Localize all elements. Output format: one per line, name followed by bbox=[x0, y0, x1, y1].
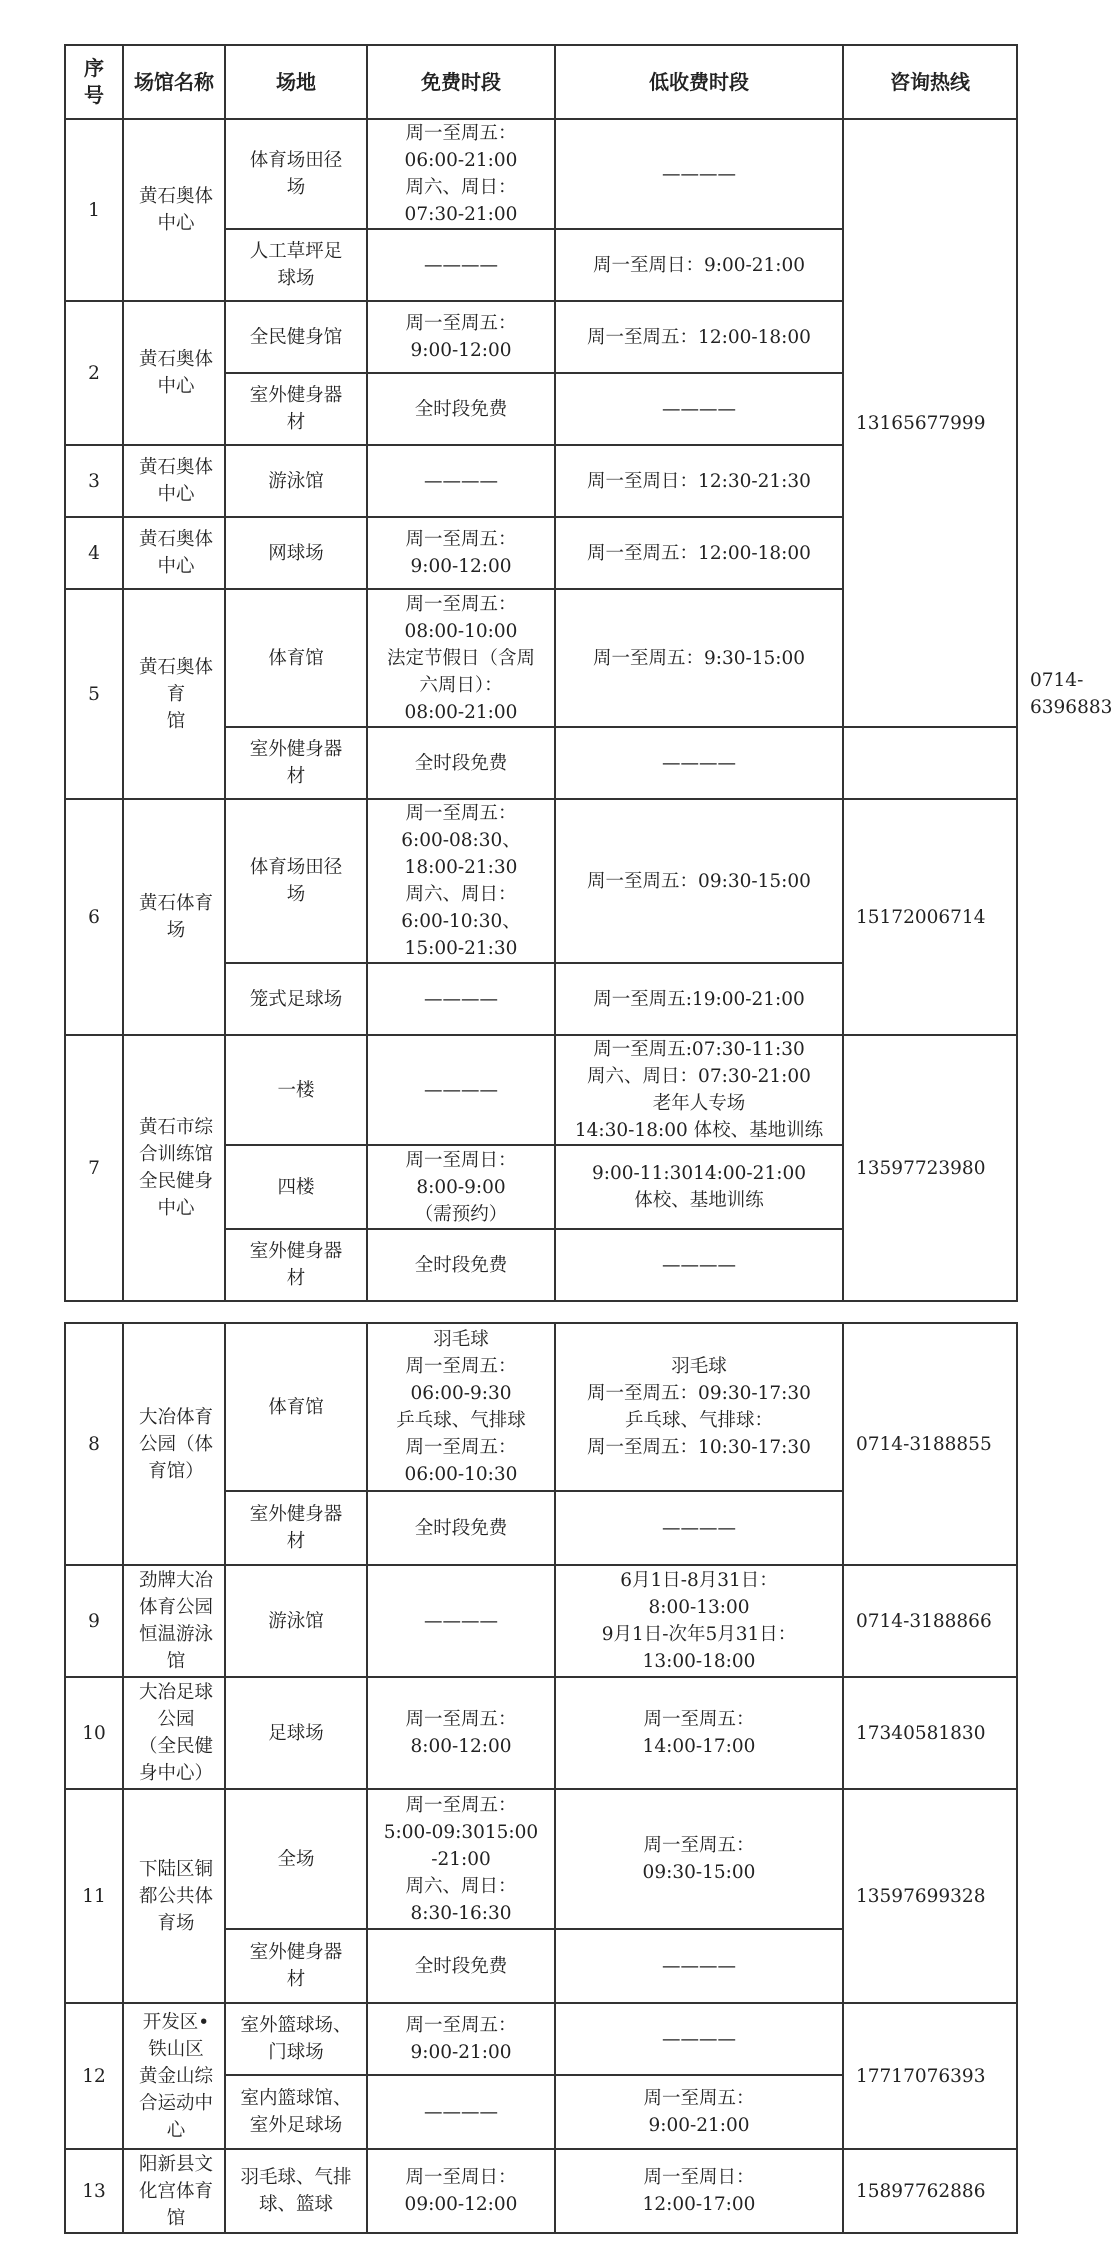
venue-name: 大冶足球 公园 （全民健 身中心） bbox=[123, 1677, 225, 1789]
free-time: 周一至周五： 9:00-21:00 bbox=[367, 2003, 555, 2075]
low-fee-time: 周一至周五:07:30-11:30 周六、周日：07:30-21:00 老年人专场 14:30-18:00 体校、基地训练 bbox=[555, 1035, 843, 1145]
table-row bbox=[65, 119, 1017, 229]
row-index: 5 bbox=[65, 589, 123, 799]
site-name: 室外篮球场、 门球场 bbox=[225, 2003, 367, 2075]
free-time: ———— bbox=[367, 2075, 555, 2149]
low-fee-time: ———— bbox=[555, 1929, 843, 2003]
venue-name: 黄石奥体育 馆 bbox=[123, 589, 225, 799]
site-name: 体育馆 bbox=[225, 1323, 367, 1491]
free-time: 全时段免费 bbox=[367, 373, 555, 445]
hotline: 13165677999 bbox=[843, 119, 1017, 727]
site-name: 体育馆 bbox=[225, 589, 367, 727]
hotline: 13597723980 bbox=[843, 1035, 1017, 1301]
site-name: 人工草坪足 球场 bbox=[225, 229, 367, 301]
site-name: 游泳馆 bbox=[225, 1565, 367, 1677]
low-fee-time: 9:00-11:3014:00-21:00 体校、基地训练 bbox=[555, 1145, 843, 1229]
low-fee-time: 周一至周日： 12:00-17:00 bbox=[555, 2149, 843, 2233]
low-fee-time: 周一至周五:19:00-21:00 bbox=[555, 963, 843, 1035]
low-fee-time: 周一至周五： 09:30-15:00 bbox=[555, 1789, 843, 1929]
table-row bbox=[65, 1565, 1017, 1677]
site-name: 羽毛球、气排 球、篮球 bbox=[225, 2149, 367, 2233]
low-fee-time: ———— bbox=[555, 2003, 843, 2075]
site-name: 四楼 bbox=[225, 1145, 367, 1229]
hotline: 0714-3188866 bbox=[843, 1565, 1017, 1677]
venue-name: 黄石奥体 中心 bbox=[123, 301, 225, 445]
table-row bbox=[65, 2149, 1017, 2233]
site-name: 室外健身器 材 bbox=[225, 1929, 367, 2003]
table-row bbox=[65, 799, 1017, 963]
header-index: 序 号 bbox=[65, 45, 123, 119]
low-fee-time: ———— bbox=[555, 119, 843, 229]
site-name: 全场 bbox=[225, 1789, 367, 1929]
low-fee-time: 周一至周日：9:00-21:00 bbox=[555, 229, 843, 301]
table-row bbox=[65, 2003, 1017, 2075]
free-time: 全时段免费 bbox=[367, 1929, 555, 2003]
free-time: 全时段免费 bbox=[367, 1229, 555, 1301]
row-index: 13 bbox=[65, 2149, 123, 2233]
row-index: 4 bbox=[65, 517, 123, 589]
hotline: 17717076393 bbox=[843, 2003, 1017, 2149]
free-time: ———— bbox=[367, 445, 555, 517]
row-index: 7 bbox=[65, 1035, 123, 1301]
low-fee-time: ———— bbox=[555, 727, 843, 799]
site-name: 室内篮球馆、 室外足球场 bbox=[225, 2075, 367, 2149]
table-row bbox=[65, 1677, 1017, 1789]
venue-name: 黄石市综 合训练馆 全民健身 中心 bbox=[123, 1035, 225, 1301]
hotline: 13597699328 bbox=[843, 1789, 1017, 2003]
row-index: 10 bbox=[65, 1677, 123, 1789]
row-index: 1 bbox=[65, 119, 123, 301]
free-time: 周一至周五： 9:00-12:00 bbox=[367, 517, 555, 589]
low-fee-time: 周一至周五： 14:00-17:00 bbox=[555, 1677, 843, 1789]
free-time: 周一至周五： 5:00-09:3015:00 -21:00 周六、周日： 8:30-16:30 bbox=[367, 1789, 555, 1929]
low-fee-time: 周一至周五：12:00-18:00 bbox=[555, 517, 843, 589]
venue-name: 黄石奥体 中心 bbox=[123, 119, 225, 301]
site-name: 体育场田径 场 bbox=[225, 799, 367, 963]
low-fee-time: 周一至周五：9:30-15:00 bbox=[555, 589, 843, 727]
low-fee-time: 周一至周日：12:30-21:30 bbox=[555, 445, 843, 517]
venue-name: 黄石体育 场 bbox=[123, 799, 225, 1035]
venue-table-part-2 bbox=[64, 1322, 1018, 2234]
free-time: 周一至周五： 6:00-08:30、 18:00-21:30 周六、周日： 6:00-10:30、 15:00-21:30 bbox=[367, 799, 555, 963]
free-time: 羽毛球 周一至周五： 06:00-9:30 乒乓球、气排球 周一至周五： 06:00-10:30 bbox=[367, 1323, 555, 1491]
free-time: 周一至周日： 8:00-9:00 （需预约） bbox=[367, 1145, 555, 1229]
venue-name: 阳新县文 化宫体育 馆 bbox=[123, 2149, 225, 2233]
low-fee-time: 周一至周五： 9:00-21:00 bbox=[555, 2075, 843, 2149]
venue-name: 黄石奥体 中心 bbox=[123, 445, 225, 517]
free-time: 周一至周日： 09:00-12:00 bbox=[367, 2149, 555, 2233]
table-row bbox=[65, 1035, 1017, 1145]
free-time: 周一至周五： 9:00-12:00 bbox=[367, 301, 555, 373]
venue-name: 劲牌大冶 体育公园 恒温游泳 馆 bbox=[123, 1565, 225, 1677]
low-fee-time: ———— bbox=[555, 1491, 843, 1565]
low-fee-time: ———— bbox=[555, 1229, 843, 1301]
header-hotline: 咨询热线 bbox=[843, 45, 1017, 119]
header-venue-name: 场馆名称 bbox=[123, 45, 225, 119]
free-time: ———— bbox=[367, 963, 555, 1035]
hotline: 17340581830 bbox=[843, 1677, 1017, 1789]
table-header-row bbox=[65, 45, 1017, 119]
site-name: 笼式足球场 bbox=[225, 963, 367, 1035]
hotline: 0714-3188855 bbox=[843, 1323, 1017, 1565]
site-name: 全民健身馆 bbox=[225, 301, 367, 373]
free-time: ———— bbox=[367, 1565, 555, 1677]
site-name: 足球场 bbox=[225, 1677, 367, 1789]
hotline: 15172006714 bbox=[843, 799, 1017, 1035]
low-fee-time: ———— bbox=[555, 373, 843, 445]
venue-table-part-1 bbox=[64, 44, 1112, 1302]
venue-name: 大冶体育 公园（体 育馆） bbox=[123, 1323, 225, 1565]
row-index: 12 bbox=[65, 2003, 123, 2149]
venue-name: 开发区• 铁山区 黄金山综 合运动中 心 bbox=[123, 2003, 225, 2149]
table-row bbox=[65, 1789, 1017, 1929]
site-name: 室外健身器 材 bbox=[225, 1491, 367, 1565]
row-index: 9 bbox=[65, 1565, 123, 1677]
low-fee-time: 周一至周五：12:00-18:00 bbox=[555, 301, 843, 373]
free-time: 周一至周五： 8:00-12:00 bbox=[367, 1677, 555, 1789]
table-row: 5 黄石奥体育 馆 体育馆 周一至周五： 08:00-10:00 法定节假日（含周 六周日）： 08:00-21:00 周一至周五：9:30-15:00 0714-6396883 bbox=[65, 589, 1017, 727]
free-time: 全时段免费 bbox=[367, 727, 555, 799]
free-time: 周一至周五： 06:00-21:00 周六、周日： 07:30-21:00 bbox=[367, 119, 555, 229]
free-time: ———— bbox=[367, 229, 555, 301]
row-index: 8 bbox=[65, 1323, 123, 1565]
site-name: 网球场 bbox=[225, 517, 367, 589]
table-row bbox=[65, 1323, 1017, 1491]
row-index: 11 bbox=[65, 1789, 123, 2003]
header-low-fee-time: 低收费时段 bbox=[555, 45, 843, 119]
venue-name: 黄石奥体 中心 bbox=[123, 517, 225, 589]
site-name: 室外健身器 材 bbox=[225, 1229, 367, 1301]
header-site: 场地 bbox=[225, 45, 367, 119]
free-time: ———— bbox=[367, 1035, 555, 1145]
site-name: 体育场田径 场 bbox=[225, 119, 367, 229]
site-name: 室外健身器 材 bbox=[225, 727, 367, 799]
row-index: 2 bbox=[65, 301, 123, 445]
header-free-time: 免费时段 bbox=[367, 45, 555, 119]
low-fee-time: 羽毛球 周一至周五：09:30-17:30 乒乓球、气排球： 周一至周五：10:30-17:30 bbox=[555, 1323, 843, 1491]
low-fee-time: 周一至周五：09:30-15:00 bbox=[555, 799, 843, 963]
site-name: 游泳馆 bbox=[225, 445, 367, 517]
venue-name: 下陆区铜 都公共体 育场 bbox=[123, 1789, 225, 2003]
free-time: 周一至周五： 08:00-10:00 法定节假日（含周 六周日）： 08:00-21:00 bbox=[367, 589, 555, 727]
row-index: 6 bbox=[65, 799, 123, 1035]
site-name: 一楼 bbox=[225, 1035, 367, 1145]
low-fee-time: 6月1日-8月31日： 8:00-13:00 9月1日-次年5月31日： 13:00-18:00 bbox=[555, 1565, 843, 1677]
free-time: 全时段免费 bbox=[367, 1491, 555, 1565]
site-name: 室外健身器 材 bbox=[225, 373, 367, 445]
hotline: 15897762886 bbox=[843, 2149, 1017, 2233]
row-index: 3 bbox=[65, 445, 123, 517]
